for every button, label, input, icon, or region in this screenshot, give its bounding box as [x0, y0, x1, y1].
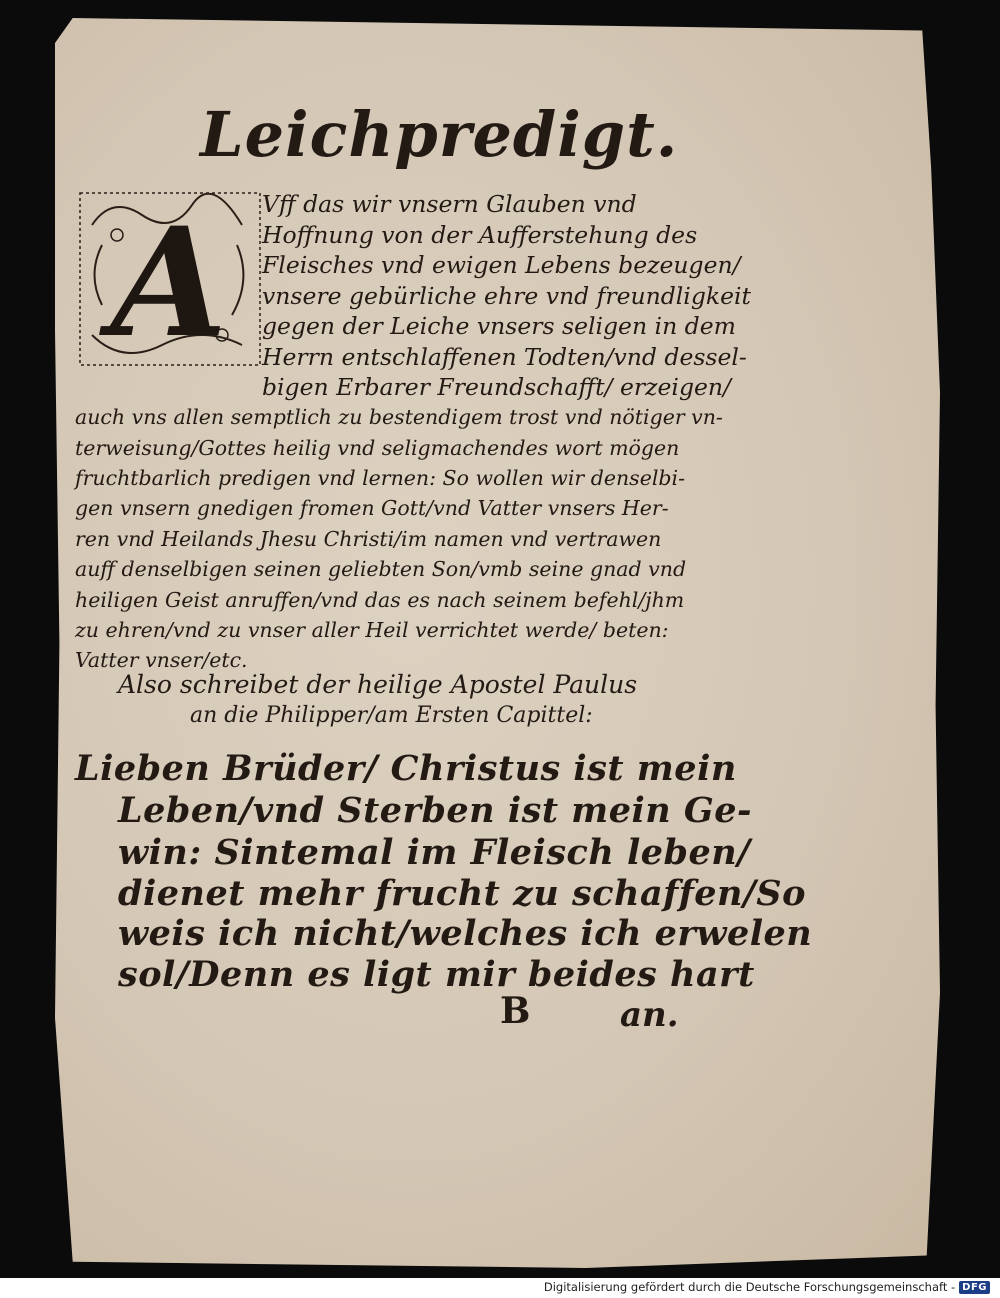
decorated-initial	[72, 185, 267, 373]
body-line: Hoffnung von der Aufferstehung des	[262, 221, 698, 249]
body-line: bigen Erbarer Freundschafft/ erzeigen/	[262, 373, 731, 401]
intro-line: an die Philipper/am Ersten Capittel:	[190, 703, 593, 728]
body-line: Vff das wir vnsern Glauben vnd	[262, 190, 637, 218]
quote-line: weis ich nicht/welches ich erwelen	[118, 913, 813, 954]
quote-line: dienet mehr frucht zu schaffen/So	[118, 873, 806, 914]
quote-line: Leben/vnd Sterben ist mein Ge-	[118, 790, 753, 831]
body-line: Fleisches vnd ewigen Lebens bezeugen/	[262, 251, 741, 279]
body-line: auff denselbigen seinen geliebten Son/vmb seine gnad vnd	[75, 557, 687, 581]
body-line: ren vnd Heilands Jhesu Christi/im namen vnd vertrawen	[75, 527, 662, 551]
page-title: Leichpredigt.	[200, 98, 679, 171]
body-line: Vatter vnser/etc.	[75, 648, 248, 672]
ornamental-initial-graphic	[72, 185, 267, 373]
dfg-logo[interactable]: DFG	[959, 1281, 990, 1294]
body-line: fruchtbarlich predigen vnd lernen: So wollen wir denselbi-	[75, 466, 685, 490]
body-line: terweisung/Gottes heilig vnd seligmachendes wort mögen	[75, 436, 680, 460]
footer-text: Digitalisierung gefördert durch die Deutsche Forschungsgemeinschaft -	[543, 1280, 956, 1294]
intro-line: Also schreibet der heilige Apostel Paulus	[118, 670, 638, 699]
catchword: an.	[620, 995, 679, 1035]
quote-line: sol/Denn es ligt mir beides hart	[118, 954, 755, 995]
body-line: zu ehren/vnd zu vnser aller Heil verrichtet werde/ beten:	[75, 618, 669, 642]
body-line: heiligen Geist anruffen/vnd das es nach seinem befehl/jhm	[75, 588, 685, 612]
initial-letter: A	[110, 195, 228, 371]
body-line: Herrn entschlaffenen Todten/vnd dessel-	[262, 343, 747, 371]
body-line: vnsere gebürliche ehre vnd freundligkeit	[262, 282, 751, 310]
quote-line: Lieben Brüder/ Christus ist mein	[75, 748, 737, 789]
body-line: gen vnsern gnedigen fromen Gott/vnd Vatter vnsers Her-	[75, 496, 669, 520]
quote-line: win: Sintemal im Fleisch leben/	[118, 832, 751, 873]
signature-mark: B	[500, 990, 531, 1032]
footer-credit	[544, 1278, 990, 1296]
body-line: auch vns allen semptlich zu bestendigem trost vnd nötiger vn-	[75, 405, 723, 429]
body-line: gegen der Leiche vnsers seligen in dem	[262, 312, 736, 340]
